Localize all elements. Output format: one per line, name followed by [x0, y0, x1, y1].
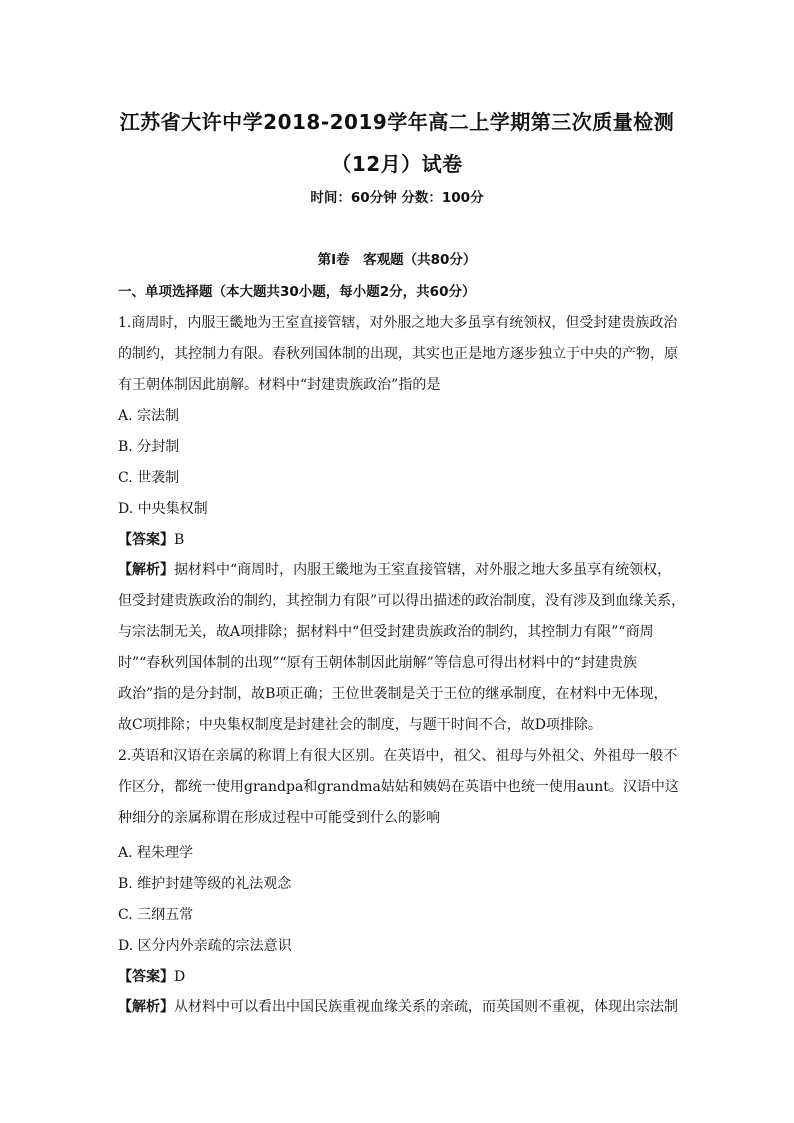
analysis-line: 与宗法制无关，故A项排除；据材料中“但受封建贵族政治的制约，其控制力有限”“商周: [118, 624, 654, 640]
part-title: 第Ⅰ卷 客观题（共80分）: [317, 252, 477, 268]
analysis-line: 政治”指的是分封制，故B项正确；王位世袭制是关于王位的继承制度，在材料中无体现，: [118, 686, 668, 702]
question-1-answer: [118, 529, 184, 549]
answer-label: 【答案】: [118, 532, 174, 548]
analysis-line: 故C项排除；中央集权制度是封建社会的制度，与题干时间不合，故D项排除。: [118, 717, 602, 733]
question-2-option-c: C. 三纲五常: [118, 907, 194, 923]
exam-meta: 时间：60分钟 分数：100分: [310, 190, 484, 206]
question-stem-line: 1.商周时，内服王畿地为王室直接管辖，对外服之地大多虽享有统领权，但受封建贵族政治: [118, 315, 678, 331]
question-stem-line: 作区分，都统一使用grandpa和grandma姑姑和姨妈在英语中也统一使用aunt。汉语中这: [118, 779, 679, 795]
analysis-line: 时”“春秋列国体制的出现”“原有王朝体制因此崩解”等信息可得出材料中的“封建贵族: [118, 655, 637, 671]
question-1-option-a: A. 宗法制: [118, 408, 180, 424]
exam-title-line1: 江苏省大许中学2018-2019学年高二上学期第三次质量检测: [119, 110, 675, 134]
analysis-line: 【解析】据材料中“商周时，内服王畿地为王室直接管辖，对外服之地大多虽享有统领权，: [118, 562, 672, 578]
analysis-line: 【解析】从材料中可以看出中国民族重视血缘关系的亲疏，而英国则不重视，体现出宗法制: [118, 999, 678, 1015]
question-1-option-d: D. 中央集权制: [118, 501, 208, 517]
question-2-option-d: D. 区分内外亲疏的宗法意识: [118, 938, 292, 954]
question-2-stem: [118, 741, 678, 834]
question-2-answer: [118, 966, 185, 986]
question-1-analysis: [118, 555, 686, 741]
question-1-option-c: C. 世袭制: [118, 470, 180, 486]
question-2-option-a: A. 程朱理学: [118, 845, 194, 861]
question-stem-line: 有王朝体制因此崩解。材料中“封建贵族政治”指的是: [118, 377, 441, 393]
question-1-option-b: B. 分封制: [118, 439, 180, 455]
question-stem-line: 2.英语和汉语在亲属的称谓上有很大区别。在英语中，祖父、祖母与外祖父、外祖母一般不: [118, 748, 678, 764]
answer-value: B: [174, 532, 185, 548]
question-1-stem: [118, 308, 678, 401]
section-title: 一、单项选择题（本大题共30小题，每小题2分，共60分）: [118, 284, 476, 300]
question-2-option-b: B. 维护封建等级的礼法观念: [118, 876, 292, 892]
exam-title-line2: （12月）试卷: [331, 152, 463, 176]
analysis-label: 【解析】: [118, 999, 174, 1015]
answer-value: D: [174, 969, 186, 985]
analysis-label: 【解析】: [118, 562, 174, 578]
question-stem-line: 种细分的亲属称谓在形成过程中可能受到什么的影响: [118, 810, 440, 826]
question-stem-line: 的制约，其控制力有限。春秋列国体制的出现，其实也正是地方逐步独立于中央的产物，原: [118, 346, 678, 362]
answer-label: 【答案】: [118, 969, 174, 985]
analysis-line: 但受封建贵族政治的制约，其控制力有限”可以得出描述的政治制度，没有涉及到血缘关系，: [118, 593, 686, 609]
question-2-analysis: [118, 992, 678, 1023]
